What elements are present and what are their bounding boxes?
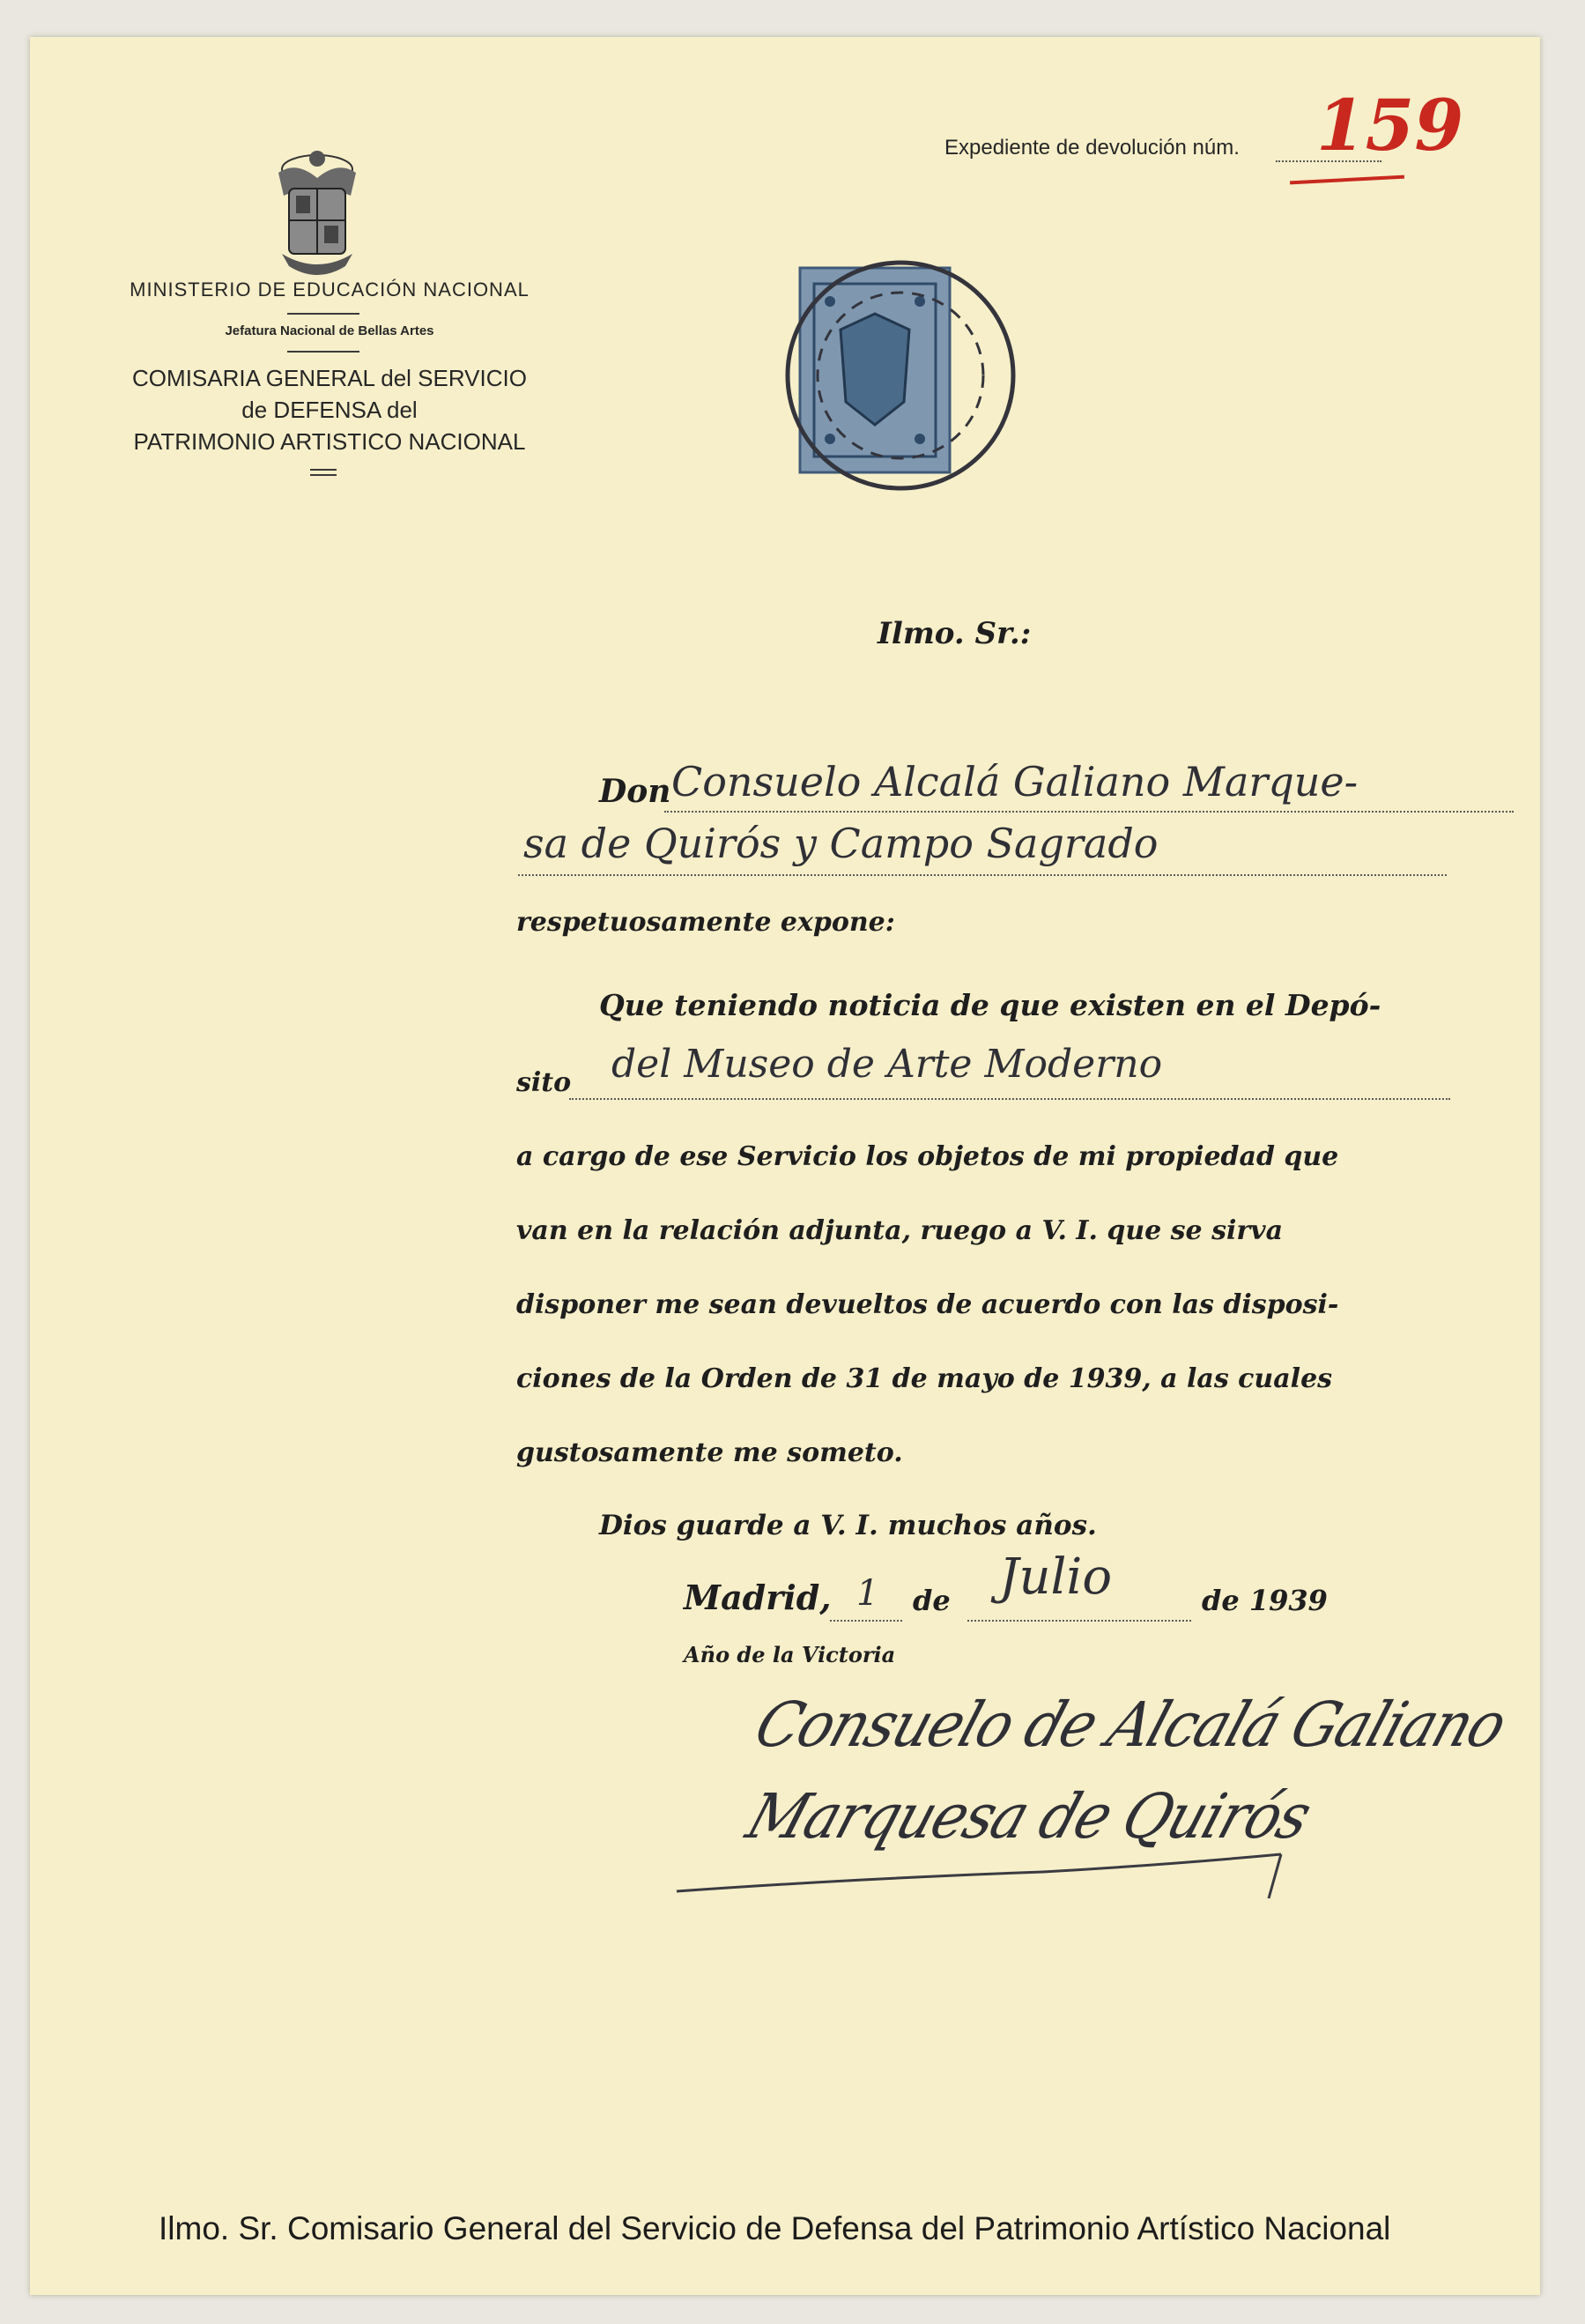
day-dotted-line bbox=[830, 1615, 902, 1622]
day-handwritten: 1 bbox=[856, 1573, 879, 1614]
signature-line-1: Consuelo de Alcalá Galiano bbox=[746, 1689, 1515, 1761]
body-line-5: disponer me sean devueltos de acuerdo con las disposi- bbox=[516, 1289, 1339, 1320]
double-rule bbox=[310, 474, 337, 476]
deposito-handwritten: del Museo de Arte Moderno bbox=[611, 1042, 1163, 1087]
comisaria-line-3: PATRIMONIO ARTISTICO NACIONAL bbox=[133, 428, 526, 455]
body-line-3: a cargo de ese Servicio los objetos de mi propiedad que bbox=[516, 1141, 1339, 1172]
name-handwritten-2: sa de Quirós y Campo Sagrado bbox=[523, 820, 1159, 867]
de-label: de bbox=[913, 1584, 951, 1617]
name-dotted-line-1 bbox=[664, 806, 1514, 813]
body-line-7: gustosamente me someto. bbox=[516, 1437, 903, 1468]
footer-addressee: Ilmo. Sr. Comisario General del Servicio de Defensa del Patrimonio Artístico Nacional bbox=[159, 2210, 1391, 2246]
expediente-number: 159 bbox=[1316, 84, 1463, 167]
jefatura-label: Jefatura Nacional de Bellas Artes bbox=[225, 323, 434, 338]
year-label: de 1939 bbox=[1202, 1584, 1328, 1617]
comisaria-line-1: COMISARIA GENERAL del SERVICIO bbox=[132, 365, 527, 391]
victoria-label: Año de la Victoria bbox=[684, 1642, 896, 1667]
expone-text: respetuosamente expone: bbox=[516, 907, 895, 938]
document-page bbox=[30, 37, 1540, 2295]
salutation: Ilmo. Sr.: bbox=[878, 616, 1032, 651]
body-sito: sito bbox=[516, 1067, 572, 1098]
place-label: Madrid, bbox=[684, 1578, 832, 1617]
month-handwritten: Julio bbox=[999, 1548, 1113, 1606]
body-line-1: Que teniendo noticia de que existen en el Depó- bbox=[599, 988, 1381, 1022]
revenue-stamp-icon bbox=[768, 252, 1068, 569]
double-rule bbox=[310, 469, 337, 471]
expediente-label: Expediente de devolución núm. bbox=[944, 136, 1240, 160]
body-line-6: ciones de la Orden de 31 de mayo de 1939, a las cuales bbox=[516, 1363, 1333, 1394]
closing-text: Dios guarde a V. I. muchos años. bbox=[599, 1510, 1097, 1541]
month-dotted-line bbox=[967, 1615, 1191, 1622]
don-label: Don bbox=[599, 773, 671, 810]
ministry-title: MINISTERIO DE EDUCACIÓN NACIONAL bbox=[130, 278, 530, 301]
divider bbox=[287, 351, 359, 353]
signature-flourish-icon bbox=[673, 1853, 1290, 1905]
name-dotted-line-2 bbox=[518, 869, 1447, 876]
divider bbox=[287, 313, 359, 315]
deposito-dotted-line bbox=[569, 1093, 1450, 1100]
red-underline bbox=[1290, 175, 1404, 185]
coat-of-arms-icon bbox=[270, 143, 365, 291]
body-line-4: van en la relación adjunta, ruego a V. I. que se sirva bbox=[516, 1215, 1284, 1246]
signature-line-2: Marquesa de Quirós bbox=[738, 1780, 1319, 1853]
name-handwritten-1: Consuelo Alcalá Galiano Marque- bbox=[671, 758, 1359, 806]
comisaria-line-2: de DEFENSA del bbox=[241, 397, 418, 423]
